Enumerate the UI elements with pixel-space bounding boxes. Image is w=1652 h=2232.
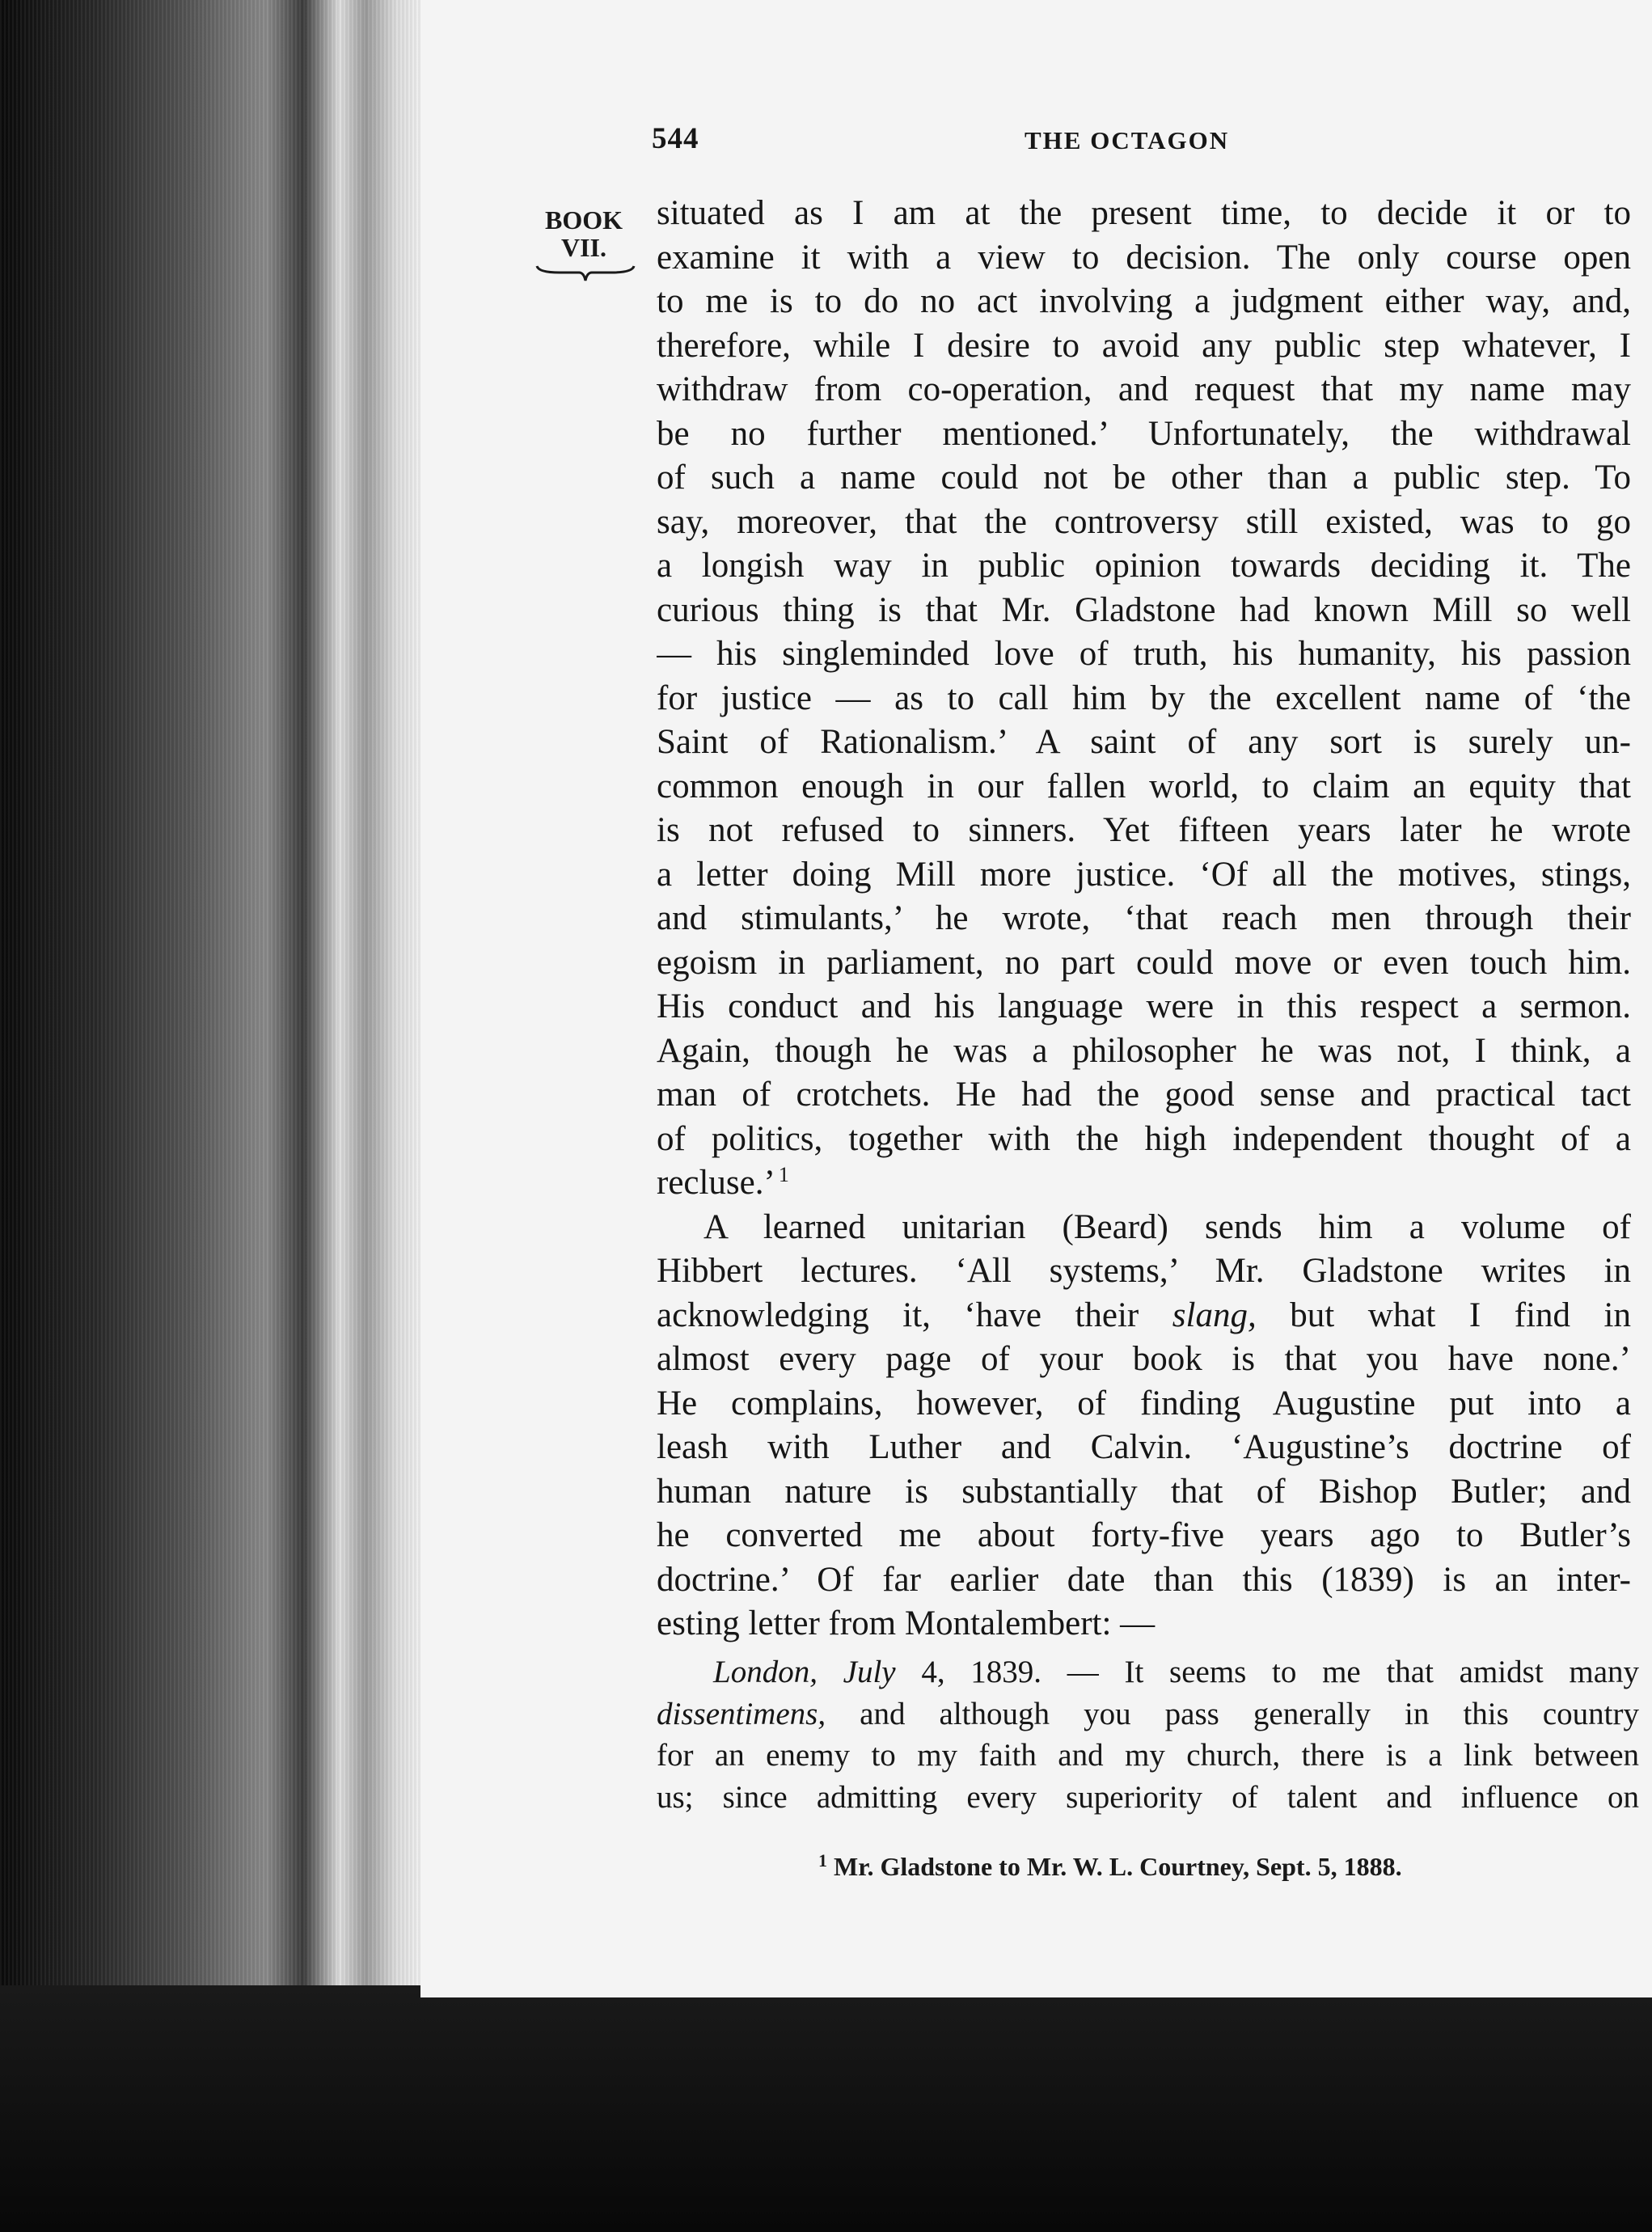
text-line: Saint of Rationalism.’ A saint of any sort is surely un- — [657, 723, 1631, 761]
letter-place: London, July — [713, 1655, 896, 1689]
footnote — [818, 1852, 1402, 1882]
text-line: human nature is substantially that of Bishop Butler; and — [657, 1472, 1631, 1511]
text-line: man of crotchets. He had the good sense and practical tact — [657, 1076, 1631, 1114]
letter-line: us; since admitting every superiority of talent and influence on — [657, 1779, 1639, 1815]
side-note-book: BOOK — [544, 205, 623, 235]
book-binding-gutter — [0, 0, 420, 1997]
side-note-number: VII. — [560, 233, 606, 262]
letter-line — [657, 1651, 1639, 1693]
running-title: THE OCTAGON — [1025, 126, 1230, 154]
text-line: for justice — as to call him by the excellent name of ‘the — [657, 678, 1631, 717]
text-line: His conduct and his language were in this respect a sermon. — [657, 987, 1631, 1025]
text-fragment: but what I find in — [1290, 1296, 1631, 1334]
text-line: and stimulants,’ he wrote, ‘that reach men through their — [657, 899, 1631, 937]
footnote-number: 1 — [818, 1850, 827, 1871]
text-line: curious thing is that Mr. Gladstone had known Mill so well — [657, 590, 1631, 629]
text-line: a letter doing Mill more justice. ‘Of all the motives, stings, — [657, 855, 1631, 894]
text-line: say, moreover, that the controversy still existed, was to go — [657, 502, 1631, 541]
footnote-reference: 1 — [778, 1163, 789, 1186]
letter-line — [657, 1693, 1639, 1735]
quoted-letter — [657, 1651, 1639, 1818]
footnote-text: Mr. Gladstone to Mr. W. L. Courtney, Sept. 5, 1888. — [834, 1852, 1402, 1881]
text-fragment: recluse.’ — [657, 1164, 775, 1202]
text-line: of politics, together with the high independent thought of a — [657, 1119, 1631, 1158]
text-line: common enough in our fallen world, to claim an equity that — [657, 767, 1631, 805]
letter-line: for an enemy to my faith and my church, there is a link between — [657, 1738, 1639, 1773]
scan-border — [0, 1985, 1652, 2232]
page-number: 544 — [652, 122, 699, 155]
text-line — [657, 1161, 1631, 1206]
text-line: almost every page of your book is that you have none.’ — [657, 1340, 1631, 1378]
text-line: be no further mentioned.’ Unfortunately, the withdrawal — [657, 414, 1631, 453]
text-line — [657, 1294, 1631, 1338]
text-line: examine it with a view to decision. The only course open — [657, 238, 1631, 277]
text-line: Hibbert lectures. ‘All systems,’ Mr. Gladstone writes in — [657, 1252, 1631, 1290]
brace-icon — [535, 263, 636, 284]
text-fragment: 4, 1839. — It seems to me that amidst many — [921, 1655, 1639, 1689]
text-line: doctrine.’ Of far earlier date than this (1839) is an inter- — [657, 1560, 1631, 1599]
book-side-note — [535, 206, 632, 284]
text-line: egoism in parliament, no part could move or even touch him. — [657, 943, 1631, 982]
text-fragment: and although you pass generally in this country — [860, 1696, 1639, 1731]
text-line: of such a name could not be other than a public step. To — [657, 459, 1631, 497]
text-fragment: acknowledging it, ‘have their — [657, 1296, 1139, 1334]
text-line: — his singleminded love of truth, his humanity, his passion — [657, 635, 1631, 673]
text-line: therefore, while I desire to avoid any public step whatever, I — [657, 326, 1631, 365]
italic-term: dissentimens, — [657, 1696, 826, 1731]
text-line: esting letter from Montalembert: — — [657, 1604, 1156, 1642]
body-text — [657, 192, 1631, 1647]
text-line: situated as I am at the present time, to decide it or to — [657, 194, 1631, 232]
text-line: is not refused to sinners. Yet fifteen years later he wrote — [657, 811, 1631, 849]
text-line: Again, though he was a philosopher he was not, I think, a — [657, 1031, 1631, 1070]
text-line: A learned unitarian (Beard) sends him a volume of — [703, 1207, 1631, 1246]
text-line: leash with Luther and Calvin. ‘Augustine’s doctrine of — [657, 1428, 1631, 1466]
text-line: He complains, however, of finding Augustine put into a — [657, 1384, 1631, 1422]
text-line: withdraw from co-operation, and request that my name may — [657, 370, 1631, 408]
text-line: a longish way in public opinion towards deciding it. The — [657, 547, 1631, 585]
text-line: to me is to do no act involving a judgment either way, and, — [657, 282, 1631, 320]
italic-term: slang, — [1172, 1296, 1257, 1334]
text-line: he converted me about forty-five years ago to Butler’s — [657, 1516, 1631, 1554]
